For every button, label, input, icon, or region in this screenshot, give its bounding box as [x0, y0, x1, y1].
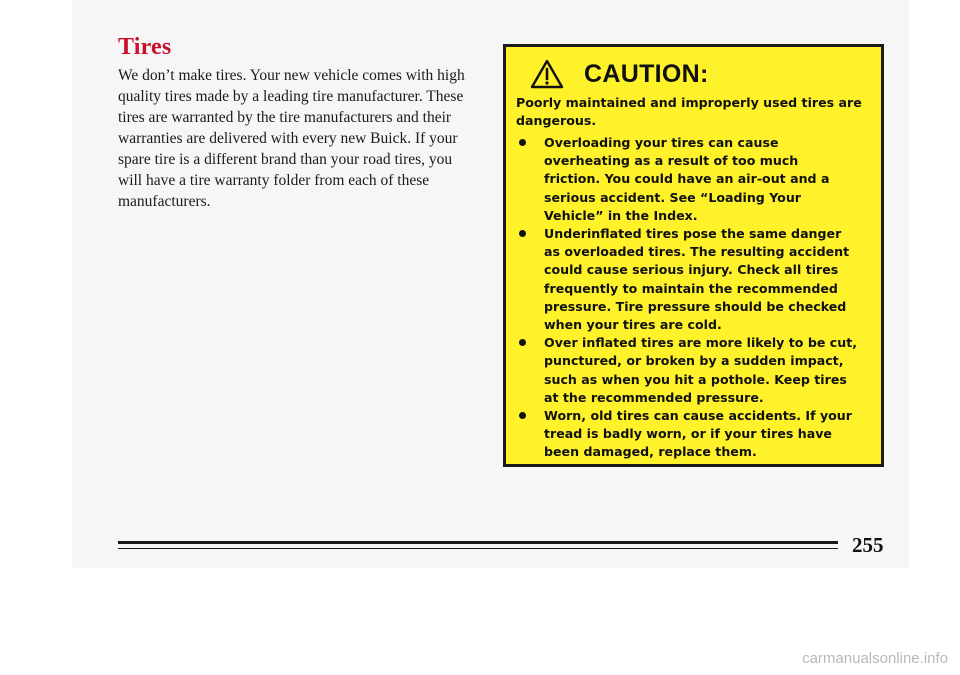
caution-intro: Poorly maintained and improperly used tires are dangerous.: [516, 95, 862, 129]
footer-divider-thick: [118, 541, 838, 544]
list-item: [516, 407, 876, 462]
list-item: [516, 225, 876, 334]
list-item-text: Over inflated tires are more likely to be cut, punctured, or broken by a sudden impact, such as when you hit a pothole. Keep tires at the recommended pressure.: [544, 335, 857, 405]
bullet-icon: [516, 334, 544, 352]
page-title: Tires: [118, 34, 172, 60]
caution-header: [530, 59, 709, 89]
list-item: [516, 334, 876, 407]
list-item-text: Underinflated tires pose the same danger as overloaded tires. The resulting accident could cause serious injury. Check all tires frequently to maintain the recommended pressure. Tire pressure should be checked when your tires are cold.: [544, 226, 850, 333]
watermark: carmanualsonline.info: [802, 650, 948, 667]
list-item: [516, 134, 876, 225]
list-item-text: Worn, old tires can cause accidents. If your tread is badly worn, or if your tires have been damaged, replace them.: [544, 408, 852, 460]
caution-list: [516, 134, 876, 462]
body-paragraph: We don’t make tires. Your new vehicle comes with high quality tires made by a leading tire manufacturer. These tires are warranted by the tire manufacturers and their warranties are delivered with every new Buick. If your spare tire is a different brand than your road tires, you will have a tire warranty folder from each of these manufacturers.: [118, 67, 465, 210]
bullet-icon: [516, 134, 544, 152]
list-item-text: Overloading your tires can cause overheating as a result of too much friction. You could have an air-out and a serious accident. See “Loading Your Vehicle” in the Index.: [544, 135, 830, 223]
bullet-icon: [516, 225, 544, 243]
bullet-icon: [516, 407, 544, 425]
warning-triangle-icon: [530, 59, 564, 89]
caution-heading: CAUTION:: [584, 59, 709, 88]
footer-divider-thin: [118, 548, 838, 549]
caution-box: [503, 44, 884, 467]
page-number: 255: [852, 533, 884, 557]
